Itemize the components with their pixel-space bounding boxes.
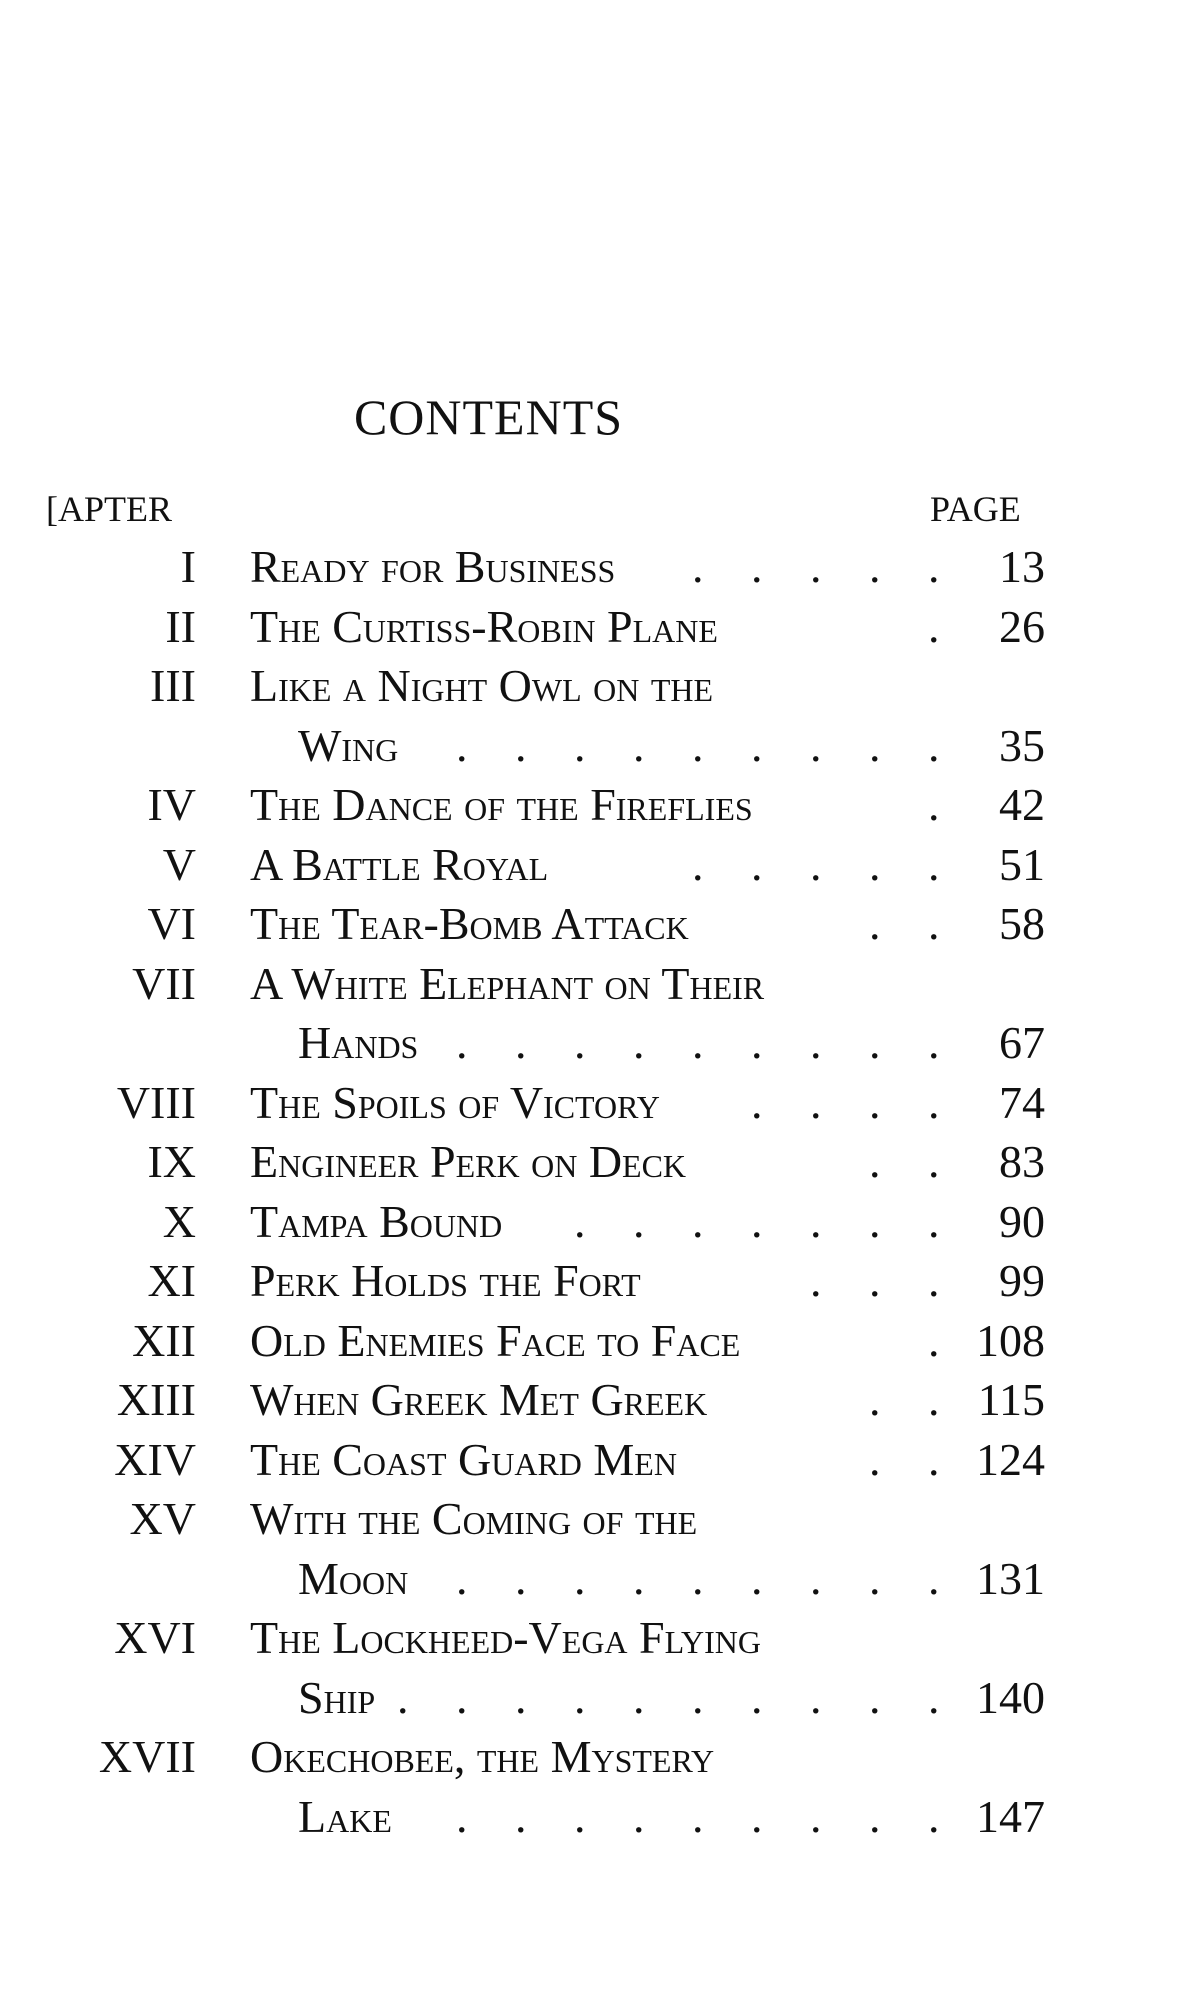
dot-leader: . . . . [751,1077,958,1128]
page-column-header: PAGE [930,489,1021,529]
toc-entry-line [0,778,1197,838]
toc-entry-line [0,838,1197,898]
dot-leader: . . [869,1434,958,1485]
chapter-title: Perk Holds the Fort [250,1255,641,1306]
dot-leader: . . . . . . . [574,1196,958,1247]
chapter-title: Like a Night Owl on the [250,660,714,711]
dot-leader: . . . [810,1255,958,1306]
chapter-numeral: IX [147,1136,196,1187]
page-number: 51 [999,839,1045,890]
toc-entry-line [0,540,1197,600]
toc-entry-line [0,1195,1197,1255]
chapter-title: A Battle Royal [250,839,549,890]
dot-leader: . . . . . . . . . . [397,1672,958,1723]
toc-entry-line [0,1016,1197,1076]
page-title: CONTENTS [353,389,624,445]
page-number: 147 [976,1791,1045,1842]
toc-entry-line [0,1492,1197,1552]
dot-leader: . . . . . . . . . [456,1017,958,1068]
chapter-title: Wing [298,720,399,771]
chapter-title: Ship [298,1672,376,1723]
page-number: 99 [999,1255,1045,1306]
dot-leader: . . . . . [692,839,958,890]
chapter-numeral: VII [132,958,196,1009]
toc-entry-line [0,1373,1197,1433]
page-number: 83 [999,1136,1045,1187]
chapter-numeral: XIII [116,1374,196,1425]
dot-leader: . . [869,1136,958,1187]
dot-leader: . [928,1315,958,1366]
chapter-title: The Lockheed-Vega Flying [250,1612,761,1663]
toc-entry-line [0,957,1197,1017]
chapter-numeral: XII [132,1315,196,1366]
page-number: 42 [999,779,1045,830]
chapter-title: Hands [298,1017,419,1068]
page-number: 13 [999,541,1045,592]
page-number: 90 [999,1196,1045,1247]
toc-entry-line [0,1135,1197,1195]
chapter-title: A White Elephant on Their [250,958,765,1009]
chapter-title: Okechobee, the Mystery [250,1731,715,1782]
page-number: 108 [976,1315,1045,1366]
dot-leader: . . . . . . . . . [456,1553,958,1604]
toc-entry-line [0,1730,1197,1790]
toc-entry-line [0,719,1197,779]
chapter-numeral: XI [147,1255,196,1306]
dot-leader: . . [869,1374,958,1425]
dot-leader: . . . . . . . . . [456,1791,958,1842]
page-number: 124 [976,1434,1045,1485]
page-number: 115 [977,1374,1045,1425]
chapter-numeral: XVII [98,1731,196,1782]
toc-entry-line [0,659,1197,719]
dot-leader: . . . . . [692,541,958,592]
dot-leader: . . . . . . . . . [456,720,958,771]
chapter-numeral: I [180,541,196,592]
chapter-title: Moon [298,1553,409,1604]
toc-entry-line [0,1076,1197,1136]
chapter-title: The Spoils of Victory [250,1077,660,1128]
chapter-title: The Coast Guard Men [250,1434,677,1485]
toc-entry-line [0,1552,1197,1612]
toc-entry-line [0,1314,1197,1374]
chapter-title: Old Enemies Face to Face [250,1315,741,1366]
toc-entry-line [0,600,1197,660]
chapter-title: The Curtiss-Robin Plane [250,601,718,652]
page-number: 131 [976,1553,1045,1604]
chapter-numeral: X [162,1196,196,1247]
toc-entry-line [0,1790,1197,1850]
toc-entry-line [0,1254,1197,1314]
page-number: 74 [999,1077,1045,1128]
chapter-title: The Dance of the Fireflies [250,779,753,830]
toc-entry-line [0,1433,1197,1493]
chapter-title: With the Coming of the [250,1493,698,1544]
chapter-numeral: II [165,601,196,652]
chapter-numeral: XIV [114,1434,196,1485]
chapter-column-header: [APTER [46,489,172,529]
dot-leader: . [928,779,958,830]
page-number: 140 [976,1672,1045,1723]
chapter-numeral: XVI [114,1612,196,1663]
chapter-title: Tampa Bound [250,1196,503,1247]
chapter-numeral: V [162,839,196,890]
page-number: 67 [999,1017,1045,1068]
chapter-title: Ready for Business [250,541,616,592]
chapter-title: Engineer Perk on Deck [250,1136,687,1187]
dot-leader: . [928,601,958,652]
chapter-numeral: IV [147,779,196,830]
chapter-numeral: VI [147,898,196,949]
page-number: 58 [999,898,1045,949]
toc-entry-line [0,1671,1197,1731]
chapter-numeral: XV [129,1493,196,1544]
chapter-title: When Greek Met Greek [250,1374,708,1425]
dot-leader: . . [869,898,958,949]
chapter-title: Lake [298,1791,392,1842]
page-number: 35 [999,720,1045,771]
toc-entry-line [0,897,1197,957]
page-number: 26 [999,601,1045,652]
chapter-numeral: VIII [116,1077,196,1128]
chapter-numeral: III [150,660,196,711]
toc-entry-line [0,1611,1197,1671]
chapter-title: The Tear-Bomb Attack [250,898,689,949]
